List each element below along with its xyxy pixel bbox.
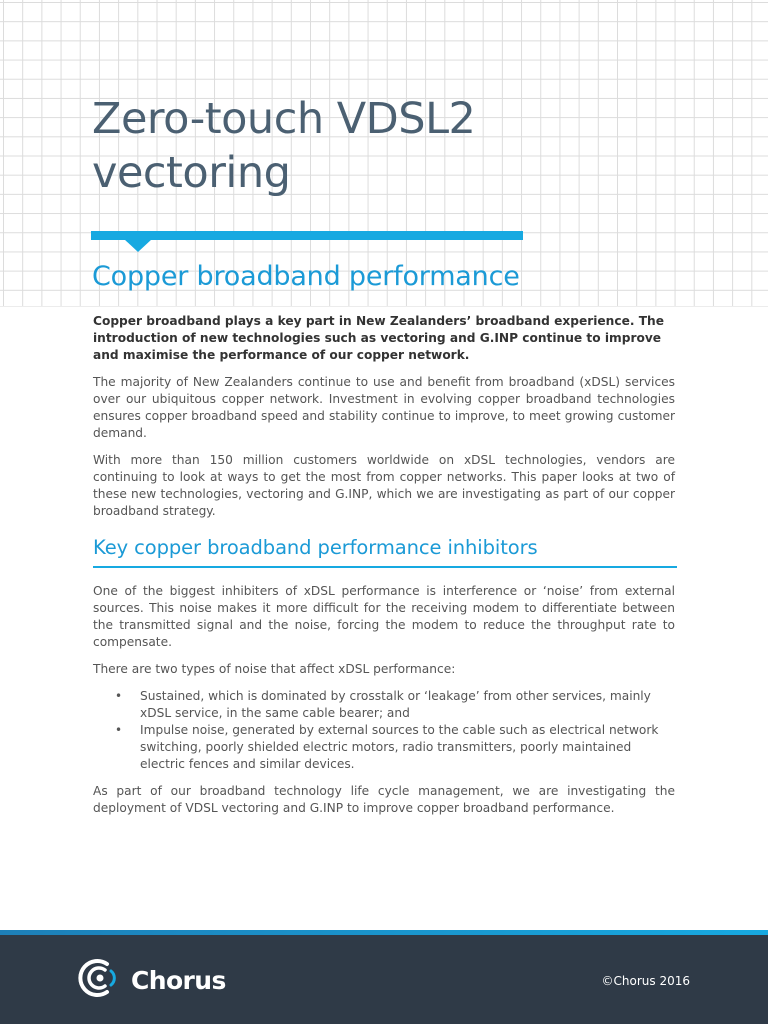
- list-item: [93, 722, 675, 773]
- title-accent-bar: [91, 231, 523, 240]
- page-footer: [0, 930, 768, 1024]
- chorus-logo: [77, 955, 226, 1005]
- intro-paragraph: Copper broadband plays a key part in New Zealanders’ broadband experience. The introduction of new technologies such as vectoring and G.INP continue to improve and maximise the performance of our copper network.: [93, 314, 664, 362]
- list-item: [93, 688, 675, 722]
- section-paragraph-1: One of the biggest inhibiters of xDSL performance is interference or ‘noise’ from external sources. This noise makes it more difficult for the receiving modem to differentiate between the transmitted signal and the noise, forcing the modem to reduce the throughput rate to compensate.: [93, 584, 675, 649]
- body-paragraph-2: With more than 150 million customers worldwide on xDSL technologies, vendors are continuing to look at ways to get the most from copper networks. This paper looks at two of these new technologies, vectoring and G.INP, which we are investigating as part of our copper broadband strategy.: [93, 453, 675, 518]
- bullet-icon: •: [115, 723, 123, 737]
- title-accent-notch: [124, 239, 152, 252]
- section-paragraph-2: There are two types of noise that affect xDSL performance:: [93, 662, 456, 676]
- chorus-logo-icon: [77, 955, 123, 1005]
- section-heading: Key copper broadband performance inhibitors: [93, 536, 538, 559]
- footer-accent-strip: [0, 930, 768, 935]
- bullet-icon: •: [115, 689, 123, 703]
- document-title: Zero-touch VDSL2 vectoring: [92, 94, 476, 198]
- noise-types-list: [93, 688, 675, 773]
- section-divider: [93, 566, 677, 568]
- body-paragraph-1: The majority of New Zealanders continue to use and benefit from broadband (xDSL) services over our ubiquitous copper network. Investment in evolving copper broadband technologies ensures copper broadband speed and stability continue to improve, to meet growing customer demand.: [93, 375, 675, 440]
- chorus-logo-text: Chorus: [131, 965, 226, 995]
- list-item-text: Impulse noise, generated by external sources to the cable such as electrical network switching, poorly shielded electric motors, radio transmitters, poorly maintained electric fences and similar devices.: [140, 723, 659, 771]
- document-subtitle: Copper broadband performance: [92, 261, 520, 292]
- document-body: [93, 313, 675, 827]
- copyright-text: ©Chorus 2016: [601, 974, 690, 988]
- section-paragraph-3: As part of our broadband technology life cycle management, we are investigating the deployment of VDSL vectoring and G.INP to improve copper broadband performance.: [93, 784, 675, 815]
- list-item-text: Sustained, which is dominated by crosstalk or ‘leakage’ from other services, mainly xDSL service, in the same cable bearer; and: [140, 689, 651, 720]
- grid-edge: [0, 306, 768, 307]
